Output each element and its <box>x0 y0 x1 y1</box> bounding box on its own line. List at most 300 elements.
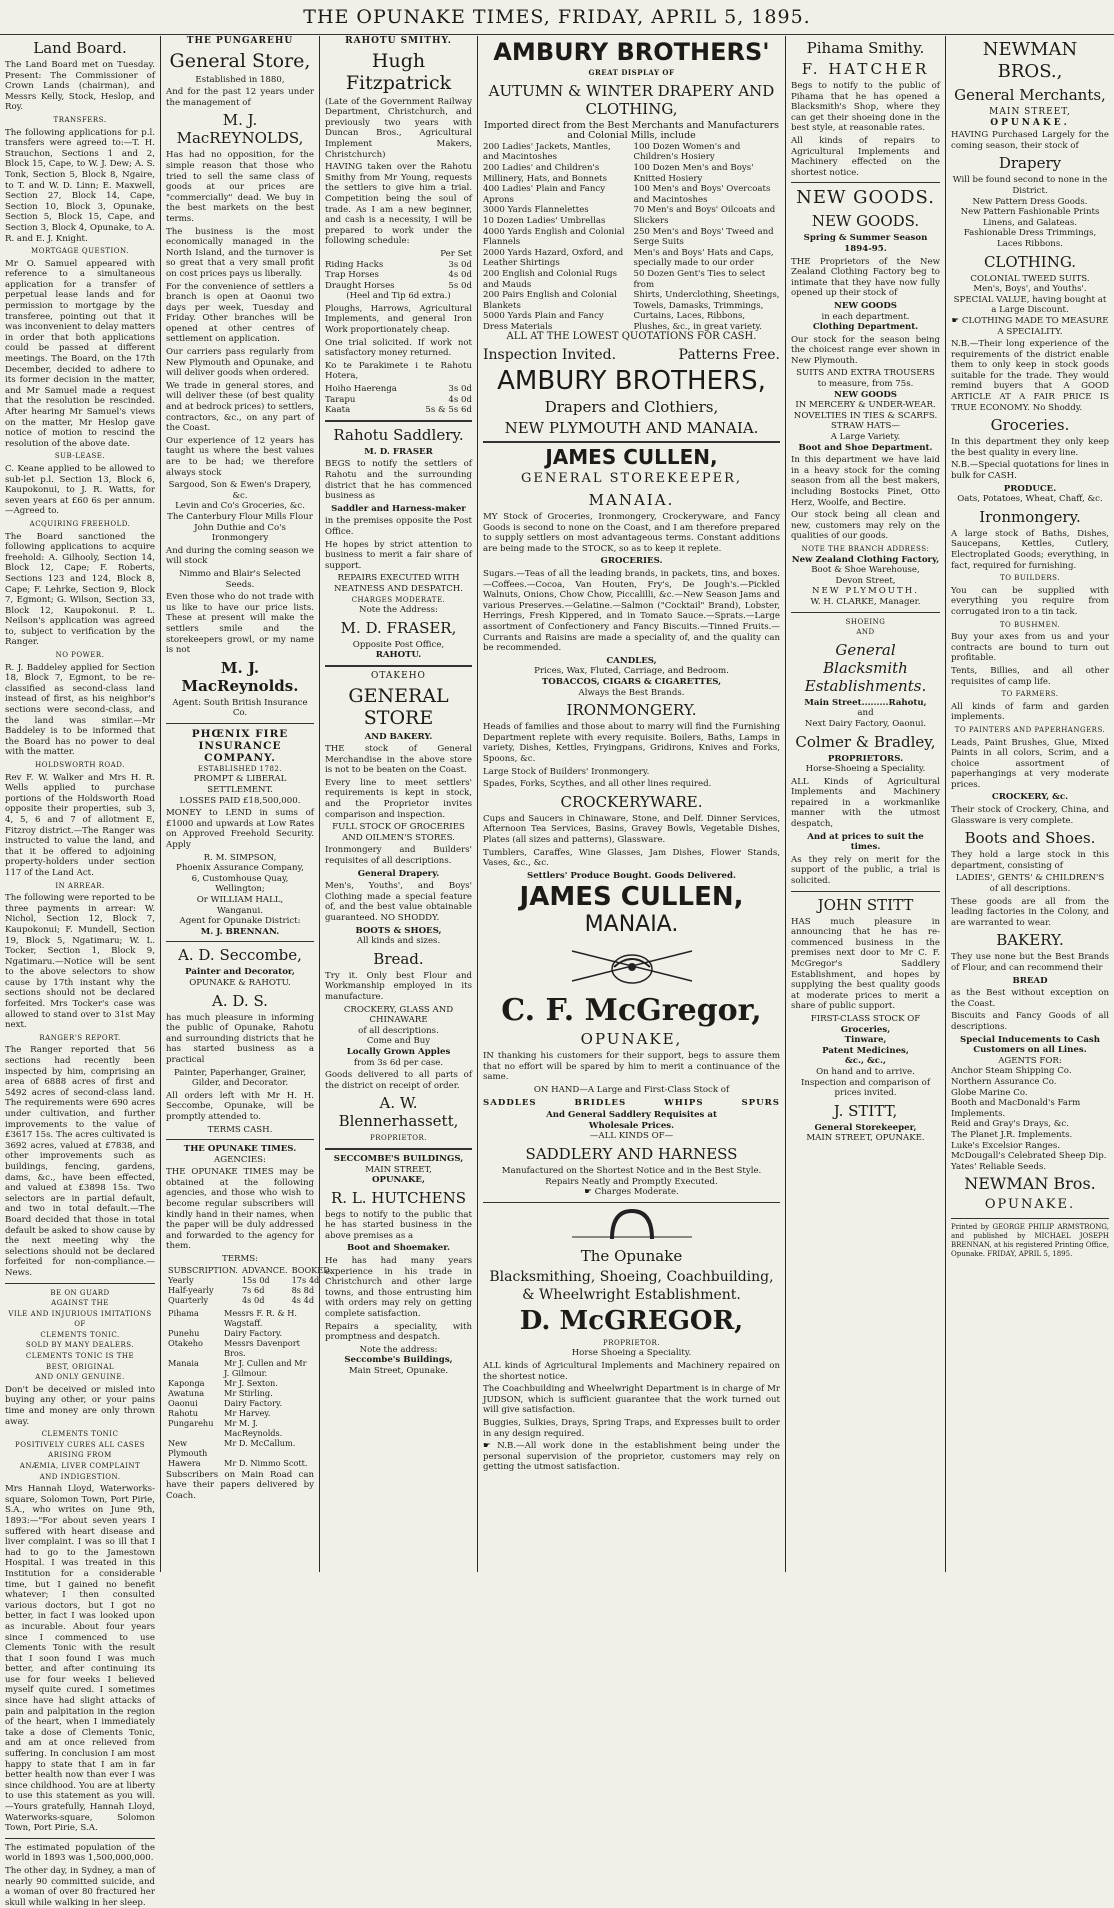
ad-line: Levin and Co's Groceries, &c. <box>175 501 305 512</box>
ad-line: NEW PLYMOUTH. <box>811 586 919 597</box>
ad-line: TO BUSHMEN. <box>999 620 1061 629</box>
price-row <box>325 260 472 271</box>
ad-line: SOLD BY MANY DEALERS. <box>25 1341 135 1350</box>
agent-name: Mr M. J. MacReynolds. <box>224 1417 283 1438</box>
terms-header: BOOKED. <box>291 1264 333 1275</box>
terms-cell: Half-yearly <box>168 1284 214 1295</box>
ad-line: AGENTS FOR: <box>998 1055 1062 1066</box>
ad-line: Opposite Post Office, <box>352 639 445 650</box>
ad-line: Will be found second to none in the District. <box>952 175 1108 196</box>
saddlery-emblem-icon <box>552 941 712 991</box>
column-6 <box>946 36 1114 1572</box>
ad-line: Inspection Invited. <box>483 347 617 364</box>
terms-header: ADVANCE. <box>241 1264 288 1275</box>
agent-place: New Plymouth <box>168 1437 208 1458</box>
ad-line: MAIN STREET, <box>365 1164 432 1175</box>
ad-text: In this department they only keep the best quality in every line. <box>951 437 1109 458</box>
price-label: Hoiho Haerenga <box>325 384 397 395</box>
ad-line: from 3s 6d per case. <box>353 1057 444 1068</box>
ad-line: VILE AND INJURIOUS IMITATIONS <box>8 1309 152 1318</box>
ad-line: OF <box>74 1320 86 1329</box>
ad-line: Always the Best Brands. <box>578 687 685 698</box>
stock-item: Men's and Boys' Hats and Caps, specially made to our order <box>633 247 774 269</box>
ad-line: GENERAL STOREKEEPER, <box>520 471 743 487</box>
ad-text: He has had many years experience in his trade in Christchurch and other large towns, and those entrusting him with orders may rely on getting complete satisfaction. <box>325 1256 472 1320</box>
article-text: The following were reported to be three payments in arrear: W. Nichol, Section 12, Block 7, Kaupokonui; F. Mundell, Section 19, Block 5, Ngatimaru; W. L. Tocker, Section 1, Block 9, Ngatimaru.—Notice will be sent to the above selectors to show cause by 17th instant why the sections should not be declared forfeited. Mrs Tocker's case was allowed to stand over to 31st May next. <box>5 893 155 1031</box>
agent-place: Kaponga <box>168 1377 205 1388</box>
ad-heading: A. D. Seccombe, <box>178 946 302 965</box>
dmcgregor-heading: D. McGREGOR, <box>519 1305 744 1336</box>
ad-heading: NEW GOODS. <box>796 187 935 209</box>
stock-item: 2000 Yards Hazard, Oxford, and Leather Shirtings <box>483 247 624 269</box>
divider <box>5 1838 155 1839</box>
ad-line: Locally Grown Apples <box>346 1046 451 1057</box>
ad-text: Has had no opposition, for the simple reason that those who tried to sell the same class of goods at our prices are "commercially" dead. We buy in the best markets on the best terms. <box>166 150 314 224</box>
subhead: HOLDSWORTH ROAD. <box>35 761 125 769</box>
ad-text: Begs to notify to the public of Pihama that he has opened a Blacksmith's Shop, where they can get their shoeing done in the best style, at reasonable rates. <box>791 81 940 134</box>
ad-line: BE ON GUARD <box>50 1288 110 1297</box>
ad-heading: General Blacksmith Establishments. <box>804 640 927 695</box>
stock-item: Shirts, Underclothing, Sheetings, Towels, Damasks, Trimmings, Curtains, Laces, Ribbons, Plushes, &c., in great variety. <box>633 290 780 332</box>
article-text: Don't be deceived or misled into buying any other, or your pains time and money are only thrown away. <box>5 1384 155 1427</box>
clements-ad <box>5 1288 155 1383</box>
ad-line: ESTABLISHED 1782. <box>197 764 283 773</box>
ad-line: TO BUILDERS. <box>1000 574 1060 583</box>
ad-text: Biscuits and Fancy Goods of all descriptions. <box>951 1011 1109 1032</box>
ad-heading: Rahotu Saddlery. <box>333 425 464 444</box>
divider <box>325 665 472 667</box>
subhead: RANGER'S REPORT. <box>39 1033 121 1042</box>
agent-place: Pihama <box>168 1307 199 1318</box>
price-value: 4s 0d <box>448 394 472 405</box>
ad-line: Men's, Boys', and Youths'. <box>973 284 1087 295</box>
ad-line: Boot and Shoemaker. <box>347 1243 450 1254</box>
clements-ad-2 <box>5 1429 155 1482</box>
ad-text: HAVING Purchased Largely for the coming season, their stock of <box>951 130 1109 151</box>
ad-heading: OTAKEHO <box>371 670 426 681</box>
ad-heading: PHŒNIX FIRE INSURANCE COMPANY. <box>191 727 289 764</box>
ad-line: CROCKERY, &c. <box>991 792 1069 803</box>
stock-item: 3000 Yards Flannelettes <box>483 205 589 216</box>
agent-item: Globe Marine Co. <box>951 1087 1028 1098</box>
pointing-hand-icon: ☛ <box>951 315 962 326</box>
ad-line: Repairs Neatly and Promptly Executed. <box>545 1176 718 1187</box>
ad-line: Sargood, Son & Ewen's Drapery, &c. <box>168 480 312 501</box>
stock-list-right <box>634 142 781 333</box>
ad-line: BAKERY. <box>996 931 1064 950</box>
agent-place: Awatuna <box>168 1387 205 1398</box>
ad-line: SPECIAL VALUE, having bought at a Large Discount. <box>953 294 1107 316</box>
ad-line: MAIN STREET, OPUNAKE. <box>806 1133 925 1144</box>
ad-line: AGAINST THE <box>51 1299 109 1308</box>
ad-text: Tumblers, Caraffes, Wine Glasses, Jam Dishes, Flower Stands, Vases, &c., &c. <box>483 847 780 869</box>
agent-place: Otakeho <box>168 1337 203 1348</box>
divider <box>5 1283 155 1284</box>
masthead: THE OPUNAKE TIMES, FRIDAY, APRIL 5, 1895. <box>0 0 1114 35</box>
ad-text: HAVING taken over the Rahotu Smithy from Mr Young, requests the settlers to give him a trial. Competition being the soul of trade. As I am a new beginner, and cash is a necessity, I will be prepared to work under the following schedule: <box>325 162 472 247</box>
ad-text: (Late of the Government Railway Department, Christchurch, and previously two years with Duncan Bros., Agricultural Implement Makers, Christchurch) <box>325 96 472 160</box>
ad-line: MAIN STREET, <box>989 107 1071 117</box>
ad-text: Ko te Parakimete i te Rahotu Hotera, <box>325 360 472 382</box>
ad-line: New Pattern Dress Goods. <box>972 196 1088 207</box>
ad-line: SHOEING <box>845 617 886 626</box>
ad-heading: Blacksmithing, Shoeing, Coachbuilding, & Wheelwright Establishment. <box>489 1268 774 1303</box>
agent-name: Dairy Factory. <box>224 1327 283 1338</box>
ad-line: Special Inducements to Cash Customers on all Lines. <box>959 1034 1101 1056</box>
ad-text: in the premises opposite the Post Office. <box>325 516 472 537</box>
ad-line: M. J. BRENNAN. <box>200 926 280 937</box>
ad-text: Our stock being all clean and new, customers may rely on the qualities of our goods. <box>791 510 940 542</box>
ad-signature: J. STITT, <box>833 1101 898 1120</box>
ad-text: You can be supplied with everything you require from corrugated iron to a tin tack. <box>951 585 1109 617</box>
ad-name: M. J. MacREYNOLDS, <box>176 111 304 148</box>
ad-line: Main Street.........Rahotu, <box>804 697 927 708</box>
ad-line: SADDLERY AND HARNESS <box>525 1145 738 1164</box>
stock-item: 200 Pairs English and Colonial Blankets <box>483 290 617 311</box>
stock-item: 400 Ladies' Plain and Fancy Aprons <box>483 184 606 205</box>
price-value: 5s & 5s 6d <box>425 405 472 416</box>
ad-line: NOVELTIES IN TIES & SCARFS. <box>793 410 938 421</box>
ad-line: Agent for Opunake District: <box>179 916 301 927</box>
stock-item: 5000 Yards Plain and Fancy Dress Materials <box>483 311 604 332</box>
ad-line: ARISING FROM <box>48 1451 112 1460</box>
pointing-hand-icon: ☛ <box>584 1187 595 1198</box>
ad-text: N.B.—Special quotations for lines in bulk for CASH. <box>951 460 1109 482</box>
ad-line: MANAIA. <box>588 491 675 510</box>
ad-line: OPUNAKE & RAHOTU. <box>189 977 291 988</box>
ad-line: TO PAINTERS AND PAPERHANGERS. <box>954 725 1106 734</box>
ad-line: Manufactured on the Shortest Notice and in the Best Style. <box>501 1166 762 1177</box>
ad-line: BOOTS & SHOES, <box>355 925 442 936</box>
ad-line: FIRST-CLASS STOCK OF <box>810 1013 921 1024</box>
ad-text: He hopes by strict attention to business to merit a fair share of support. <box>325 539 472 571</box>
ad-line: The Canterbury Flour Mills Flour <box>167 511 313 522</box>
ad-line: PROPRIETOR. <box>370 1134 427 1143</box>
ad-text: HAS much pleasure in announcing that he has re-commenced business in the premises next door to Mr C. F. McGregor's Saddlery Establishment, and hopes by supplying the best quality goods at moderate prices to merit a share of public support. <box>791 916 940 1012</box>
ad-text: Sugars.—Teas of all the leading brands, in packets, tins, and boxes.—Coffees.—Cocoa, Van Houten, Fry's, De Jough's.—Pickled Walnuts, Onions, Chow Chow, Piccalilli, &c.—New Season Jams and various Preserves.—Gelatine.—Salmon ("Cocktail" Brand), Lobster, Herrings, Fresh Kippered, and in Tomato Sauce.—Sprats.—Large assortment of Confectionery and Fancy Biscuits.—Tinned Fruits.—Currants and Raisins are made a speciality of, and the quality can be recommended. <box>483 569 780 654</box>
ad-line: RAHOTU. <box>375 650 422 661</box>
ad-heading: SECCOMBE'S BUILDINGS, <box>333 1153 464 1164</box>
ad-text: N.B.—Their long experience of the requirements of the district enable them to only keep in stock goods suitable for the trade. They would remind buyers that A GOOD ARTICLE AT A FAIR PRICE IS TRUE ECONOMY. No Shoddy. <box>951 339 1109 413</box>
ad-line: John Duthie and Co's Ironmongery <box>194 522 286 544</box>
ad-text: Large Stock of Builders' Ironmongery. <box>483 766 650 777</box>
ad-line: PRODUCE. <box>1003 483 1057 494</box>
stock-list-left <box>483 142 630 333</box>
ad-line: REPAIRS EXECUTED WITH NEATNESS AND DESPATCH. <box>333 573 464 594</box>
agent-item: Reid and Gray's Drays, &c. <box>951 1119 1069 1130</box>
ad-line: Patterns Free. <box>678 347 780 364</box>
agent-place: Pungarehu <box>168 1417 214 1428</box>
ad-text: Our carriers pass regularly from New Plymouth and Opunake, and will deliver goods when ordered. <box>166 347 314 379</box>
ad-line: Boots and Shoes. <box>964 829 1096 848</box>
printer-imprint: Printed by GEORGE PHILIP ARMSTRONG, and published by MICHAEL JOSEPH BRENNAN, at his registered Printing Office, Opunake. FRIDAY, APRIL 5, 1895. <box>951 1223 1109 1259</box>
ad-line: CLOTHING MADE TO MEASURE A SPECIALITY. <box>961 315 1109 337</box>
saddlery-item: SPURS <box>741 1097 780 1108</box>
price-label: Trap Horses <box>325 270 379 281</box>
ad-signature: M. D. FRASER, <box>340 618 457 637</box>
saddlery-item: BRIDLES <box>574 1097 627 1108</box>
price-row <box>325 270 472 281</box>
ad-line: LOSSES PAID £18,500,000. <box>179 795 301 806</box>
ad-heading: NEW GOODS. <box>811 212 920 231</box>
agent-place: Rahotu <box>168 1407 198 1418</box>
price-row <box>325 384 472 395</box>
subhead: NO POWER. <box>55 651 105 660</box>
ad-text: as the Best without exception on the Coast. <box>951 988 1109 1009</box>
ad-line: AND INDIGESTION. <box>39 1472 121 1481</box>
ad-text: Buy your axes from us and your contracts are bound to turn out profitable. <box>951 632 1109 664</box>
saddlery-item: WHIPS <box>664 1097 704 1108</box>
divider <box>951 1218 1109 1219</box>
ad-heading: Pihama Smithy. <box>806 39 925 57</box>
ad-line: Seccombe's Buildings, <box>344 1355 453 1366</box>
ad-line: CLEMENTS TONIC IS THE <box>25 1352 135 1361</box>
ad-line: A Large Variety. <box>830 432 901 443</box>
article-text: The estimated population of the world in 1893 was 1,500,000,000. <box>5 1842 155 1864</box>
divider <box>791 612 940 613</box>
ad-text: THE Proprietors of the New Zealand Clothing Factory beg to intimate that they have now fully opened up their stock of <box>791 256 940 299</box>
ad-signature: A. W. Blennerhassett, <box>338 1094 459 1131</box>
agent-item: Anchor Steam Shipping Co. <box>951 1066 1072 1077</box>
ad-signature: NEWMAN Bros. <box>964 1174 1096 1194</box>
ad-text: And during the coming season we will stock <box>166 545 315 567</box>
ad-line: Imported direct from the Best Merchants and Manufacturers and Colonial Mills, include <box>483 119 780 142</box>
article-text: The Ranger reported that 56 sections had recently been inspected by him, comprising an area of 6888 acres of first and 5492 acres of second-class land. The requirements were 690 acres under cultivation, and further improvements to the value of £3617 15s. The acres cultivated is 3692 acres, valued at £7838, and other improvements such as buildings, fencing, gardens, dams, &c., have been effected, and valued at £3898 15s. Two selectors are in partial default, and two in total default.—The Board decided that those in total default be asked to show cause by the next meeting why the selections should not be declared forfeited for non-compliance.—News. <box>5 1045 155 1278</box>
ad-line: Phoenix Assurance Company, <box>176 863 304 874</box>
stock-item: 10 Dozen Ladies' Umbrellas <box>483 215 606 226</box>
ad-line: Charges Moderate. <box>594 1187 679 1198</box>
subhead: ACQUIRING FREEHOLD. <box>29 519 131 528</box>
ad-line: CHARGES MODERATE. <box>351 595 446 604</box>
price-row <box>325 405 472 416</box>
subhead: TRANSFERS. <box>53 115 107 124</box>
ad-text: N.B.—All work done in the establishment being under the personal supervision of the proprietor, customers may rely on getting the utmost satisfaction. <box>483 1441 780 1473</box>
ad-text: The Coachbuilding and Wheelwright Department is in charge of Mr JUDSON, which is sufficient guarantee that the work turned out will give satisfaction. <box>483 1384 780 1416</box>
divider <box>166 941 314 942</box>
ad-text: IN thanking his customers for their support, begs to assure them that no effort will be spared by him to merit a continuance of the same. <box>483 1051 780 1083</box>
ad-line: W. H. CLARKE, Manager. <box>810 596 921 607</box>
divider <box>325 1148 472 1150</box>
ad-text: And for the past 12 years under the management of <box>166 87 314 108</box>
column-5 <box>786 36 945 1572</box>
agent-item: Luke's Excelsior Ranges. <box>951 1140 1061 1151</box>
ad-text: Leads, Paint Brushes, Glue, Mixed Paints in all colors, Scrim, and a choice assortment of paperhangings at very moderate prices. <box>951 737 1109 790</box>
stock-item: Tinware, <box>844 1035 887 1046</box>
terms-cell: 15s 0d <box>241 1274 270 1285</box>
price-label: Kaata <box>325 405 351 416</box>
ad-name: Colmer & Bradley, <box>795 732 936 751</box>
stock-item: 200 Ladies' Jackets, Mantles, and Macintoshes <box>483 141 611 163</box>
ad-line: BEST, ORIGINAL <box>45 1362 115 1371</box>
ad-line: TERMS: <box>221 1254 259 1265</box>
saddlery-item: SADDLES <box>483 1097 537 1108</box>
ad-text: Ploughs, Harrows, Agricultural Implements, and general Iron Work proportionately cheap. <box>325 303 472 336</box>
ad-text: Goods delivered to all parts of the district on receipt of order. <box>325 1070 472 1091</box>
agent-name: Mr J. Cullen and Mr J. Gilmour. <box>224 1357 307 1378</box>
ad-text: We trade in general stores, and will deliver these (of best quality and at bedrock prices) to settlers, contractors, &c., on any part of the Coast. <box>166 380 314 434</box>
ad-line: IRONMONGERY. <box>566 701 697 720</box>
ad-heading: JOHN STITT <box>817 895 914 914</box>
land-board-title: Land Board. <box>33 39 127 57</box>
ad-text: In this department we have laid in a heavy stock for the coming season from all the best makers, including Bostocks Pinet, Otto Herz, Woolfe, and Bectire. <box>791 455 940 508</box>
ad-text: All orders left with Mr H. H. Seccombe, Opunake, will be promptly attended to. <box>166 1090 314 1122</box>
stock-item: 100 Men's and Boys' Overcoats and Macintoshes <box>633 184 771 205</box>
ad-line: (Heel and Tip 6d extra.) <box>346 291 451 302</box>
terms-cell: Quarterly <box>168 1294 209 1305</box>
ad-line: in each department. <box>821 311 910 322</box>
agent-name: Mr J. Sexton. <box>224 1377 278 1388</box>
price-label: Draught Horses <box>325 280 395 291</box>
ad-line: Wellington; <box>215 884 265 895</box>
saddlery-items <box>483 1098 780 1109</box>
ad-line: OPUNAKE, <box>372 1175 425 1186</box>
column-1 <box>0 36 160 1908</box>
ad-text: All kinds of repairs to Agricultural Implements and Machinery effected on the shortest notice. <box>791 135 940 178</box>
ad-name: F. HATCHER <box>801 60 930 78</box>
ad-text: has much pleasure in informing the public of Opunake, Rahotu and surrounding districts that he has started business as a practical <box>166 1012 314 1065</box>
agent-item: The Planet J.R. Implements. <box>951 1129 1073 1140</box>
ambury-big: AMBURY BROTHERS, <box>497 366 766 397</box>
cullen-big: JAMES CULLEN, <box>519 882 744 913</box>
ad-line: Painter, Paperhanger, Grainer, Gilder, and Decorator. <box>174 1067 306 1089</box>
stock-item: 4000 Yards English and Colonial Flannels <box>483 226 625 248</box>
ad-text: Try it. Only best Flour and Workmanship employed in its manufacture. <box>325 970 472 1002</box>
article-text: The Board sanctioned the following applications to acquire freehold: A. Gilhooly, Section 14, Block 12, Cape; F. Roberts, Sections 123 and 124, Block 8, Cape; F. Lehrke, Section 9, Block 7, Egmont; G. Wilson, Section 33, Block 12, Kaupokonui. P. L. Neilson's application was agreed to, subject to verification by the Ranger. <box>5 531 155 648</box>
ad-text: Our stock for the season being the choicest range ever shown in New Plymouth. <box>791 334 940 366</box>
ad-line: Drapery <box>998 154 1062 173</box>
ad-text <box>483 1441 780 1473</box>
ad-line: to measure, from 75s. <box>817 379 914 390</box>
ad-line: Settlers' Produce Bought. Goods Delivered. <box>526 870 736 881</box>
ad-text: The business is the most economically managed in the North Island, and the turnover is so great that a very small profit on cost prices pays us liberally. <box>166 226 314 279</box>
testimonial-text: Mrs Hannah Lloyd, Waterworks-square, Solomon Town, Port Pirie, S.A., who writes on June 9th, 1893:—"For about seven years I suffered with heart disease and liver complaint. I was so ill that I had to go to the Jamestown Hospital. I was treated in this Institution for a considerable time, but I gained no benefit whatever; I then consulted various doctors, but I got no better, in fact I was looked upon as incurable. About four years since I commenced to use Clements Tonic with the result that I soon found I was much better, and after continuing its use for four weeks I believed myself quite cured. I sometimes since have had slight attacks of pain and palpitation in the region of the heart, when I immediately take a dose of Clements Tonic, and am at once relieved from suffering. In conclusion I am most happy to state that I am in far better health now than ever I was since childhood. You are at liberty to use this statement as you will.—Yours gratefully, Hannah Lloyd, Waterworks-square, Solomon Town, Port Pirie, S.A. <box>5 1484 155 1834</box>
agent-item: Booth and MacDonald's Farm Implements. <box>951 1098 1081 1119</box>
terms-cell: 4s 0d <box>241 1294 265 1305</box>
price-value: 4s 0d <box>448 270 472 281</box>
ad-line: TERMS CASH. <box>207 1124 273 1135</box>
ad-line: POSITIVELY CURES ALL CASES <box>14 1440 145 1449</box>
ad-line: of all descriptions. <box>358 1025 439 1036</box>
ad-line: Ironmongery. <box>979 507 1081 526</box>
terms-cell: 17s 4d <box>291 1274 320 1285</box>
ad-line: ANÆMIA, LIVER COMPLAINT <box>19 1462 141 1470</box>
ad-line: Agent: South British Insurance Co. <box>172 697 308 719</box>
article-text: The following applications for p.l. transfers were agreed to:—T. H. Strauchon, Sections 1 and 2, Block 15, Cape, to W. J. Dew; A. S. Tonk, Section 5, Block 8, Ngaire, to T. and W. D. Linn; E. Maxwell, Section 27, Block 14, Cape, Section 10, Block 3, Opunake, Section 5, Block 15, Cape, and Section 3, Block 4, Opunake, to A. R. and E. J. Knight. <box>5 127 155 244</box>
ad-line: GREAT DISPLAY OF <box>588 68 675 77</box>
agent-place: Hawera <box>168 1457 201 1468</box>
ad-line: PROPRIETOR. <box>603 1338 660 1347</box>
ad-text: Their stock of Crockery, China, and Glassware is very complete. <box>951 805 1109 826</box>
ad-line <box>951 316 1109 337</box>
ad-text: ALL kinds of Agricultural Implements and Machinery repaired on the shortest notice. <box>483 1361 780 1382</box>
ad-line: GROCERIES. <box>600 556 663 567</box>
agent-place: Manaia <box>168 1357 199 1368</box>
ad-line: BREAD <box>1012 975 1048 986</box>
ad-line: CROCKERYWARE. <box>560 792 703 811</box>
ad-line: NOTE THE BRANCH ADDRESS: <box>801 544 930 553</box>
agent-name: Messrs Davenport Bros. <box>224 1337 300 1358</box>
subhead: SUB-LEASE. <box>54 452 106 461</box>
terms-cell: Yearly <box>168 1274 194 1285</box>
ad-text: Men's, Youths', and Boys' Clothing made a special feature of, and the best value obtainable guaranteed. NO SHODDY. <box>325 881 472 923</box>
stock-item: Patent Medicines, <box>822 1045 909 1056</box>
divider <box>325 420 472 422</box>
ad-line: ON HAND—A Large and First-Class Stock of <box>533 1085 730 1096</box>
ad-line: Note the Address: <box>359 605 438 616</box>
ad-line: New Zealand Clothing Factory, <box>791 554 940 565</box>
ad-line: AGENCIES: <box>214 1154 266 1165</box>
terms-cell: 7s 6d <box>241 1284 265 1295</box>
ad-line: Drapers and Clothiers, <box>544 398 719 417</box>
ad-line: Nimmo and Blair's Selected Seeds. <box>179 568 301 590</box>
stock-item: 50 Dozen Gent's Ties to select from <box>633 268 766 290</box>
price-value: 3s 0d <box>448 384 472 395</box>
ad-text: Ironmongery and Builders' requisites of all descriptions. <box>325 845 472 867</box>
ad-text: ALL Kinds of Agricultural Implements and Machinery repaired in a workmanlike manner with the utmost despatch, <box>791 776 940 830</box>
ad-text: These goods are all from the leading factories in the Colony, and are warranted to wear. <box>951 896 1109 928</box>
article-text: Mr O. Samuel appeared with reference to a simultaneous application for a transfer of perpetual lease lands and for permission to mortgage by the transferee, pointing out that it was inconvenient to delay matters in order that both applications could be passed at different meetings. The Board, on the 17th December, decided to adhere to its former decision in the matter, and Mr Samuel made a request that the resolution be rescinded. After hearing Mr Samuel's views on the matter, Mr Heslop gave notice of motion to rescind the resolution of the above date. <box>5 258 155 449</box>
ad-line: All kinds and sizes. <box>356 936 441 947</box>
terms-table <box>166 1265 334 1305</box>
ad-line: OPUNAKE. <box>990 117 1070 128</box>
ad-text: For the convenience of settlers a branch is open at Oaonui two days per week, Tuesday and Friday. Other branches will be opened at other centres of settlement on application. <box>166 281 314 345</box>
agent-item: Yates' Reliable Seeds. <box>951 1161 1047 1172</box>
ad-line: FULL STOCK OF GROCERIES AND OILMEN'S STORES. <box>332 822 465 843</box>
horseshoe-emblem-icon <box>562 1207 702 1243</box>
ad-text: As they rely on merit for the support of the public, a trial is solicited. <box>791 854 940 887</box>
ad-line: Come and Buy <box>366 1036 431 1047</box>
ad-line: Or WILLIAM HALL, <box>196 895 284 905</box>
agent-item: Northern Assurance Co. <box>951 1076 1057 1087</box>
ad-text: Cups and Saucers in Chinaware, Stone, and Delf. Dinner Services, Afternoon Tea Services, Basins, Gravey Bowls, Vegetable Dishes, Plates (all sizes and patterns), Glassware. <box>483 813 780 845</box>
ad-line: TO FARMERS. <box>1001 690 1059 699</box>
ad-text: MY Stock of Groceries, Ironmongery, Crockeryware, and Fancy Goods is second to none on the Coast, and I am therefore prepared to supply settlers on most advantageous terms. Constant additions are being made to the STOCK, so as to keep it replete. <box>483 512 780 554</box>
ad-name: M. D. FRASER <box>364 446 433 457</box>
ad-text: MONEY to LEND in sums of £1000 and upwards at Low Rates on Approved Freehold Security. Apply <box>166 808 314 851</box>
divider <box>166 723 314 724</box>
ad-line: CLOTHING. <box>983 252 1077 271</box>
price-value: 3s 0d <box>448 259 472 270</box>
ad-heading: AUTUMN & WINTER DRAPERY AND CLOTHING, <box>488 81 775 118</box>
ad-line: On hand and to arrive. <box>816 1066 915 1077</box>
ad-line: Main Street, Opunake. <box>348 1366 449 1376</box>
ad-line: Boot & Shoe Warehouse, <box>811 565 920 576</box>
ad-line: Spring & Summer Season 1894-95. <box>803 233 928 254</box>
ad-line: TOBACCOS, CIGARS & CIGARETTES, <box>541 676 722 687</box>
price-value: 5s 0d <box>448 280 472 291</box>
ad-heading: General Store, <box>169 49 311 72</box>
agent-name: Mr Harvey. <box>224 1407 271 1418</box>
ad-heading: NEWMAN BROS., <box>982 39 1078 82</box>
ad-heading: AND BAKERY. <box>364 731 433 742</box>
ad-line: Inspection and comparison of prices invited. <box>800 1077 931 1099</box>
ad-text: Spades, Forks, Scythes, and all other lines required. <box>483 779 712 790</box>
price-row <box>325 281 472 292</box>
stock-item: &c., &c., <box>845 1056 886 1067</box>
agent-name: Dairy Factory. <box>224 1397 283 1408</box>
ambury-heading: AMBURY BROTHERS' <box>493 38 770 66</box>
agent-name: Messrs F. R. & H. Wagstaff. <box>224 1307 297 1328</box>
stock-item: 250 Men's and Boys' Tweed and Serge Suits <box>633 226 774 248</box>
ad-text: Buggies, Sulkies, Drays, Spring Traps, and Expresses built to order in any design required. <box>483 1417 780 1439</box>
ad-text: Subscribers on Main Road can have their papers delivered by Coach. <box>166 1469 314 1501</box>
ad-line: AND <box>856 628 875 637</box>
ad-line: General Storekeeper, <box>814 1122 917 1133</box>
ad-line: Groceries. <box>990 416 1070 435</box>
ad-line: STRAW HATS— <box>831 421 900 432</box>
ad-heading: General Merchants, <box>954 86 1106 104</box>
ad-line: Wholesale Prices. <box>588 1120 675 1131</box>
